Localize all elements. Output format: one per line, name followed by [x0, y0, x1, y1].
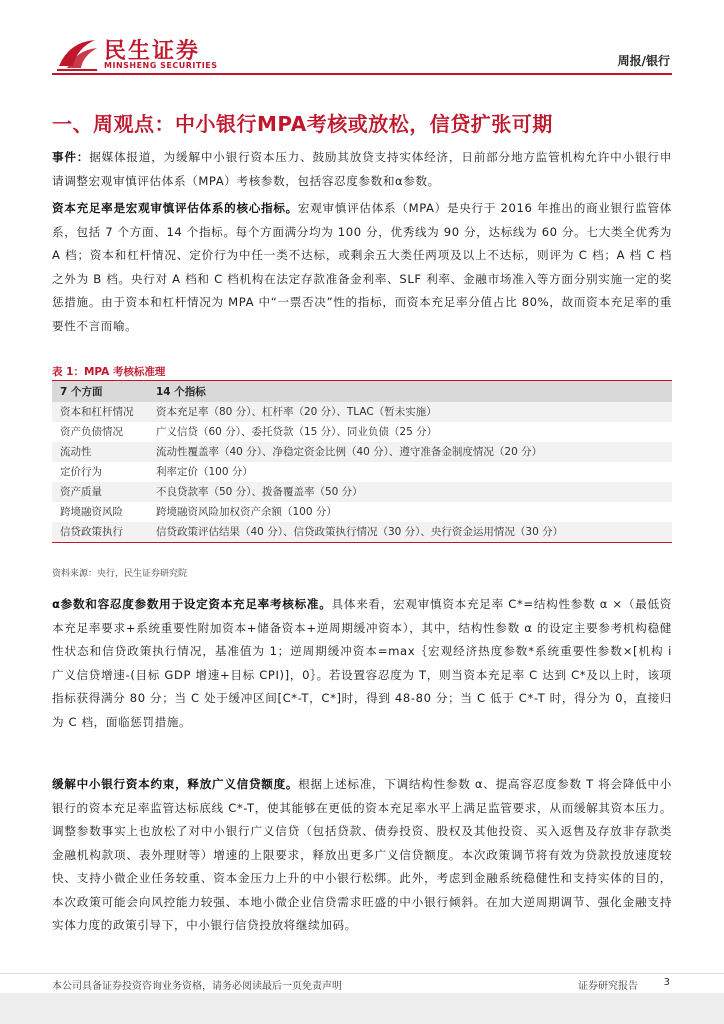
table-row [52, 462, 672, 482]
table-cell-indicators: 资本充足率（80 分）、杠杆率（20 分）、TLAC（暂未实施） [148, 402, 672, 422]
table-cell-indicators: 信贷政策评估结果（40 分）、信贷政策执行情况（30 分）、央行资金运用情况（30 分） [148, 522, 672, 543]
credit-expansion-lead: 缓解中小银行资本约束，释放广义信贷额度。 [52, 777, 299, 791]
footer-divider [0, 973, 724, 974]
table-cell-indicators: 跨境融资风险加权资产余额（100 分） [148, 502, 672, 522]
table-header-indicators: 14 个指标 [148, 381, 672, 402]
table-caption: 表 1：MPA 考核标准理 [52, 366, 166, 378]
table-cell-aspect: 资产负债情况 [52, 422, 148, 442]
table-row [52, 502, 672, 522]
event-text: 据媒体报道，为缓解中小银行资本压力、鼓励其放贷支持实体经济，日前部分地方监管机构允许中小银行申请调整宏观审慎评估体系（MPA）考核参数，包括容忍度参数和α参数。 [52, 150, 672, 188]
header-divider [52, 73, 672, 75]
minsheng-logo-icon [55, 36, 99, 72]
table-cell-aspect: 信贷政策执行 [52, 522, 148, 543]
table-cell-aspect: 流动性 [52, 442, 148, 462]
capital-adequacy-paragraph [52, 197, 672, 338]
event-lead: 事件： [52, 150, 90, 164]
table-row [52, 522, 672, 543]
footer-disclaimer: 本公司具备证券投资咨询业务资格，请务必阅读最后一页免责声明 [52, 981, 342, 992]
alpha-parameter-lead: α参数和容忍度参数用于设定资本充足率考核标准。 [52, 597, 332, 611]
alpha-parameter-paragraph [52, 593, 672, 734]
page-number: 3 [663, 977, 670, 988]
table-cell-aspect: 跨境融资风险 [52, 502, 148, 522]
table-header-row [52, 381, 672, 402]
report-type: 周报/银行 [617, 54, 670, 68]
table-header-aspects: 7 个方面 [52, 381, 148, 402]
event-paragraph [52, 146, 672, 193]
footer-label: 证券研究报告 [578, 981, 638, 992]
table-source: 资料来源：央行，民生证券研究院 [52, 569, 188, 579]
brand-name-en: MINSHENG SECURITIES [104, 61, 218, 70]
mpa-standards-table [52, 381, 672, 543]
credit-expansion-paragraph [52, 773, 672, 938]
table-cell-aspect: 资产质量 [52, 482, 148, 502]
table-row [52, 402, 672, 422]
capital-adequacy-text: 宏观审慎评估体系（MPA）是央行于 2016 年推出的商业银行监管体系，包括 7 个方面、14 个指标。每个方面满分均为 100 分，优秀线为 90 分，达标线为 60 分。七大类全优秀为 A 档；资本和杠杆情况、定价行为中任一类不达标，或剩余五大类任两项及以上不达标，则评为 C 档；A 档 C 档之外为 B 档。央行对 A 档和 C 档机构在法定存款准备金利率、SLF 利率、金融市场准入等方面分别实施一定的奖惩措施。由于资本和杠杆情况为 MPA 中“一票否决”性的指标，而资本充足率分值占比 80%，故而资本充足率的重要性不言而喻。 [52, 201, 672, 333]
brand-name: 民生证券 [104, 39, 201, 64]
table-cell-aspect: 定价行为 [52, 462, 148, 482]
table-cell-indicators: 利率定价（100 分） [148, 462, 672, 482]
section-title: 一、周观点：中小银行MPA考核或放松，信贷扩张可期 [52, 112, 553, 136]
alpha-parameter-text: 具体来看，宏观审慎资本充足率 C*=结构性参数 α ×（最低资本充足率要求+系统重要性附加资本+储备资本+逆周期缓冲资本），其中，结构性参数 α 的设定主要参考机构稳健性状态和信贷政策执行情况，基准值为 1；逆周期缓冲资本=max｛宏观经济热度参数*系统重要性参数×[机构 i 广义信贷增速-(目标 GDP 增速+目标 CPI)]，0｝。若设置容忍度为 T，则当资本充足率 C 达到 C*及以上时，该项指标获得满分 80 分；当 C 处于缓冲区间[C*-T，C*]时，得到 48-80 分；当 C 低于 C*-T 时，得分为 0，直接归为 C 档，面临惩罚措施。 [52, 597, 672, 729]
footer-bar [0, 993, 724, 1024]
credit-expansion-text: 根据上述标准，下调结构性参数 α、提高容忍度参数 T 将会降低中小银行的资本充足率监管达标底线 C*-T，使其能够在更低的资本充足率水平上满足监管要求，从而缓解其资本压力。调整参数事实上也放松了对中小银行广义信贷（包括贷款、债券投资、股权及其他投资、买入返售及存放非存款类金融机构款项、表外理财等）增速的上限要求，释放出更多广义信贷额度。本次政策调节将有效为贷款投放速度较快、支持小微企业任务较重、资本金压力上升的中小银行松绑。此外，考虑到金融系统稳健性和支持实体的目的，本次政策可能会向风控能力较强、本地小微企业信贷需求旺盛的中小银行倾斜。在加大逆周期调节、强化金融支持实体力度的政策引导下，中小银行信贷投放将继续加码。 [52, 777, 672, 932]
table-cell-indicators: 流动性覆盖率（40 分）、净稳定资金比例（40 分）、遵守准备金制度情况（20 分） [148, 442, 672, 462]
table-cell-aspect: 资本和杠杆情况 [52, 402, 148, 422]
table-cell-indicators: 广义信贷（60 分）、委托贷款（15 分）、同业负债（25 分） [148, 422, 672, 442]
table-row [52, 442, 672, 462]
table-cell-indicators: 不良贷款率（50 分）、拨备覆盖率（50 分） [148, 482, 672, 502]
capital-adequacy-lead: 资本充足率是宏观审慎评估体系的核心指标。 [52, 201, 298, 215]
table-row [52, 482, 672, 502]
table-row [52, 422, 672, 442]
